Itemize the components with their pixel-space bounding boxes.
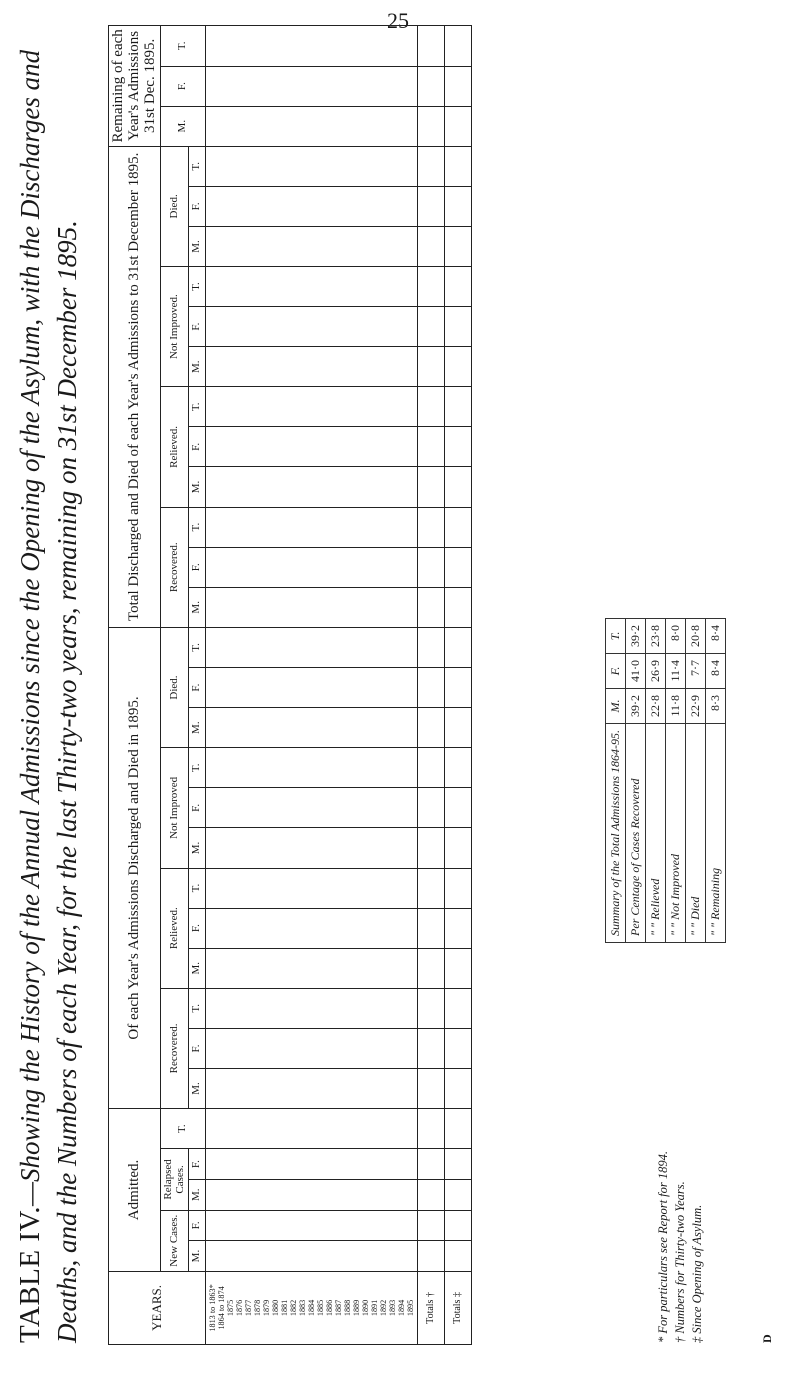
years-header: YEARS. [109, 1271, 206, 1344]
admitted-total-header: T. [161, 1109, 206, 1149]
group-7-f-header: F. [189, 186, 206, 226]
group-6-f-header: F. [189, 307, 206, 347]
totals-cell [417, 948, 444, 988]
died-total-header: Died. [161, 146, 189, 266]
summary-f-value: 7·7 [686, 653, 706, 688]
admitted-header: Admitted. [109, 1109, 161, 1272]
group-7-t-header: T. [189, 146, 206, 186]
data-column [205, 868, 417, 908]
group-2-f-header: F. [189, 788, 206, 828]
totals-cell [444, 708, 471, 748]
totals-cell [417, 547, 444, 587]
totals-cell [417, 26, 444, 67]
data-column [205, 668, 417, 708]
summary-m-value: 8·3 [706, 688, 726, 723]
totals-cell [417, 828, 444, 868]
group-0-f-header: F. [189, 1028, 206, 1068]
summary-row [646, 618, 666, 942]
group-4-t-header: T. [189, 507, 206, 547]
admitted-m-header: M. [189, 1179, 206, 1210]
footnote-1: * For particulars see Report for 1894. [656, 1150, 670, 1343]
summary-row [686, 618, 706, 942]
rem-f-header: F. [161, 66, 206, 106]
summary-row-label: " " Not Improved [666, 723, 686, 942]
summary-m-value: 22·9 [686, 688, 706, 723]
rem-m-header: M. [161, 106, 206, 146]
totals-cell [417, 507, 444, 547]
year-label: 1886 [324, 1299, 334, 1317]
totals-cell [444, 1210, 471, 1241]
totals-cell [444, 828, 471, 868]
year-label: 1879 [261, 1299, 271, 1317]
summary-row-label: Per Centage of Cases Recovered [626, 723, 646, 942]
died-1895-header: Died. [161, 627, 189, 747]
year-label: 1878 [252, 1299, 262, 1317]
summary-table [605, 618, 726, 943]
data-column [205, 748, 417, 788]
totals-label: Totals ‡ [444, 1271, 471, 1344]
totals-cell [444, 347, 471, 387]
summary-f-value: 11·4 [666, 653, 686, 688]
totals-cell [417, 1241, 444, 1272]
totals-cell [417, 146, 444, 186]
data-column [205, 427, 417, 467]
totals-cell [417, 467, 444, 507]
totals-cell [417, 186, 444, 226]
footnote-3: ‡ Since Opening of Asylum. [690, 1204, 704, 1343]
group-3-t-header: T. [189, 627, 206, 667]
totals-cell [444, 146, 471, 186]
admitted-f-header: F. [189, 1210, 206, 1241]
year-label: 1877 [243, 1299, 253, 1317]
data-column [205, 547, 417, 587]
remaining-header: Remaining of each Year's Admissions 31st Dec. 1895. [109, 26, 161, 147]
totals-cell [417, 267, 444, 307]
totals-cell [444, 988, 471, 1028]
totals-cell [417, 307, 444, 347]
year-label: 1892 [378, 1299, 388, 1317]
summary-t-value: 8·4 [706, 618, 726, 653]
year-label: 1881 [279, 1299, 289, 1317]
group-3-m-header: M. [189, 708, 206, 748]
data-column [205, 347, 417, 387]
page-number: 25 [387, 8, 409, 33]
totals-cell [444, 1241, 471, 1272]
header-row-1 [109, 26, 161, 1345]
year-label: 1890 [360, 1299, 370, 1317]
totals-cell [444, 587, 471, 627]
totals-cell [417, 1210, 444, 1241]
totals-cell [417, 668, 444, 708]
discharged-total-header: Total Discharged and Died of each Year's Admissions to 31st December 1895. [109, 146, 161, 627]
year-label: 1888 [342, 1299, 352, 1317]
year-label: 1894 [396, 1299, 406, 1317]
totals-cell [417, 908, 444, 948]
summary-row [706, 618, 726, 942]
totals-cell [444, 1068, 471, 1108]
relapsed-cases-header: Relapsed Cases. [161, 1149, 189, 1210]
year-label: 1813 to 1863* [207, 1284, 217, 1332]
data-column [205, 828, 417, 868]
totals-cell [444, 66, 471, 106]
totals-cell [444, 267, 471, 307]
summary-row-label: " " Relieved [646, 723, 666, 942]
data-column [205, 307, 417, 347]
years-column [205, 1271, 417, 1344]
data-column [205, 106, 417, 146]
footnote-2: † Numbers for Thirty-two Years. [673, 1181, 687, 1343]
totals-cell [444, 226, 471, 266]
totals-cell [444, 427, 471, 467]
year-label: 1880 [270, 1299, 280, 1317]
totals-cell [444, 748, 471, 788]
data-column [205, 66, 417, 106]
table-body-row [205, 26, 417, 1345]
signature-mark: D [760, 1334, 774, 1343]
rec-total-header: Recovered. [161, 507, 189, 627]
year-label: 1884 [306, 1299, 316, 1317]
new-cases-header: New Cases. [161, 1210, 189, 1271]
group-0-t-header: T. [189, 988, 206, 1028]
year-label: 1889 [351, 1299, 361, 1317]
group-6-t-header: T. [189, 267, 206, 307]
data-column [205, 988, 417, 1028]
group-4-m-header: M. [189, 587, 206, 627]
data-column [205, 708, 417, 748]
data-column [205, 507, 417, 547]
year-label: 1893 [387, 1299, 397, 1317]
totals-cell [417, 347, 444, 387]
data-column [205, 908, 417, 948]
group-2-t-header: T. [189, 748, 206, 788]
year-label: 1887 [333, 1299, 343, 1317]
summary-row [626, 618, 646, 942]
year-label: 1876 [234, 1299, 244, 1317]
data-column [205, 146, 417, 186]
admissions-table [108, 25, 472, 1345]
discharged-1895-header: Of each Year's Admissions Discharged and Died in 1895. [109, 627, 161, 1108]
totals-cell [444, 26, 471, 67]
admitted-m-header: M. [189, 1241, 206, 1272]
totals-cell [444, 668, 471, 708]
group-6-m-header: M. [189, 347, 206, 387]
summary-f-value: 41·0 [626, 653, 646, 688]
data-column [205, 627, 417, 667]
admitted-f-header: F. [189, 1149, 206, 1180]
group-4-f-header: F. [189, 547, 206, 587]
data-column [205, 387, 417, 427]
group-5-t-header: T. [189, 387, 206, 427]
group-1-t-header: T. [189, 868, 206, 908]
data-column [205, 267, 417, 307]
totals-cell [444, 1179, 471, 1210]
totals-cell [444, 1149, 471, 1180]
summary-t-value: 39·2 [626, 618, 646, 653]
group-1-f-header: F. [189, 908, 206, 948]
summary-m-value: 39·2 [626, 688, 646, 723]
summary-t-value: 20·8 [686, 618, 706, 653]
summary-t-header: T. [606, 618, 626, 653]
summary-row-label: " " Remaining [706, 723, 726, 942]
header-row-2 [161, 26, 189, 1345]
totals-cell [417, 66, 444, 106]
table-title-line-2: Deaths, and the Numbers of each Year, for the last Thirty-two years, remaining on 31st December 1895. [52, 220, 82, 1343]
totals-cell [417, 1068, 444, 1108]
totals-cell [444, 868, 471, 908]
table-title-caps: TABLE IV. [14, 1206, 46, 1343]
year-label: 1883 [297, 1299, 307, 1317]
group-5-f-header: F. [189, 427, 206, 467]
group-5-m-header: M. [189, 467, 206, 507]
totals-cell [417, 427, 444, 467]
ni-1895-header: Not Improved [161, 748, 189, 868]
totals-cell [444, 467, 471, 507]
data-column [205, 1241, 417, 1272]
year-label: 1891 [369, 1299, 379, 1317]
table-title-rest: —Showing the History of the Annual Admissions since the Opening of the Asylum, with the Discharges and [15, 49, 45, 1207]
totals-cell [444, 547, 471, 587]
totals-cell [444, 186, 471, 226]
rel-1895-header: Relieved. [161, 868, 189, 988]
year-label: 1864 to 1874 [216, 1286, 226, 1330]
summary-row-label: " " Died [686, 723, 706, 942]
summary-m-value: 22·8 [646, 688, 666, 723]
year-label: 1875 [225, 1299, 235, 1317]
data-column [205, 1179, 417, 1210]
data-column [205, 467, 417, 507]
totals-cell [417, 387, 444, 427]
summary-t-value: 8·0 [666, 618, 686, 653]
data-column [205, 948, 417, 988]
rem-t-header: T. [161, 26, 206, 67]
totals-cell [417, 226, 444, 266]
footnotes [655, 1151, 706, 1343]
summary-f-header: F. [606, 653, 626, 688]
totals-cell [444, 507, 471, 547]
totals-cell [444, 1109, 471, 1149]
summary-row [666, 618, 686, 942]
data-column [205, 788, 417, 828]
summary-f-value: 26·9 [646, 653, 666, 688]
data-column [205, 226, 417, 266]
totals-cell [444, 948, 471, 988]
summary-m-header: M. [606, 688, 626, 723]
data-column [205, 1149, 417, 1180]
totals-since-opening-row [444, 26, 471, 1345]
data-column [205, 1109, 417, 1149]
summary-t-value: 23·8 [646, 618, 666, 653]
totals-cell [444, 908, 471, 948]
totals-cell [417, 748, 444, 788]
totals-cell [417, 1109, 444, 1149]
data-column [205, 186, 417, 226]
group-3-f-header: F. [189, 668, 206, 708]
data-column [205, 1028, 417, 1068]
totals-cell [444, 307, 471, 347]
group-0-m-header: M. [189, 1068, 206, 1108]
table-title-line-1 [14, 23, 47, 1343]
year-label: 1882 [288, 1299, 298, 1317]
data-column [205, 1210, 417, 1241]
totals-label: Totals † [417, 1271, 444, 1344]
rel-total-header: Relieved. [161, 387, 189, 507]
totals-cell [417, 1149, 444, 1180]
totals-cell [444, 387, 471, 427]
totals-cell [417, 587, 444, 627]
data-column [205, 26, 417, 67]
totals-row [417, 26, 444, 1345]
data-column [205, 1068, 417, 1108]
data-column [205, 587, 417, 627]
summary-header-row [606, 618, 626, 942]
group-7-m-header: M. [189, 226, 206, 266]
rec-1895-header: Recovered. [161, 988, 189, 1108]
summary-caption: Summary of the Total Admissions 1864-95. [606, 723, 626, 942]
year-label: 1885 [315, 1299, 325, 1317]
totals-cell [444, 106, 471, 146]
totals-cell [417, 868, 444, 908]
ni-total-header: Not Improved. [161, 267, 189, 387]
totals-cell [444, 788, 471, 828]
totals-cell [417, 1179, 444, 1210]
totals-cell [417, 627, 444, 667]
group-2-m-header: M. [189, 828, 206, 868]
totals-cell [417, 708, 444, 748]
totals-cell [417, 988, 444, 1028]
totals-cell [417, 788, 444, 828]
totals-cell [417, 1028, 444, 1068]
summary-f-value: 8·4 [706, 653, 726, 688]
totals-cell [444, 1028, 471, 1068]
totals-cell [417, 106, 444, 146]
group-1-m-header: M. [189, 948, 206, 988]
summary-m-value: 11·8 [666, 688, 686, 723]
year-label: 1895 [405, 1299, 415, 1317]
totals-cell [444, 627, 471, 667]
